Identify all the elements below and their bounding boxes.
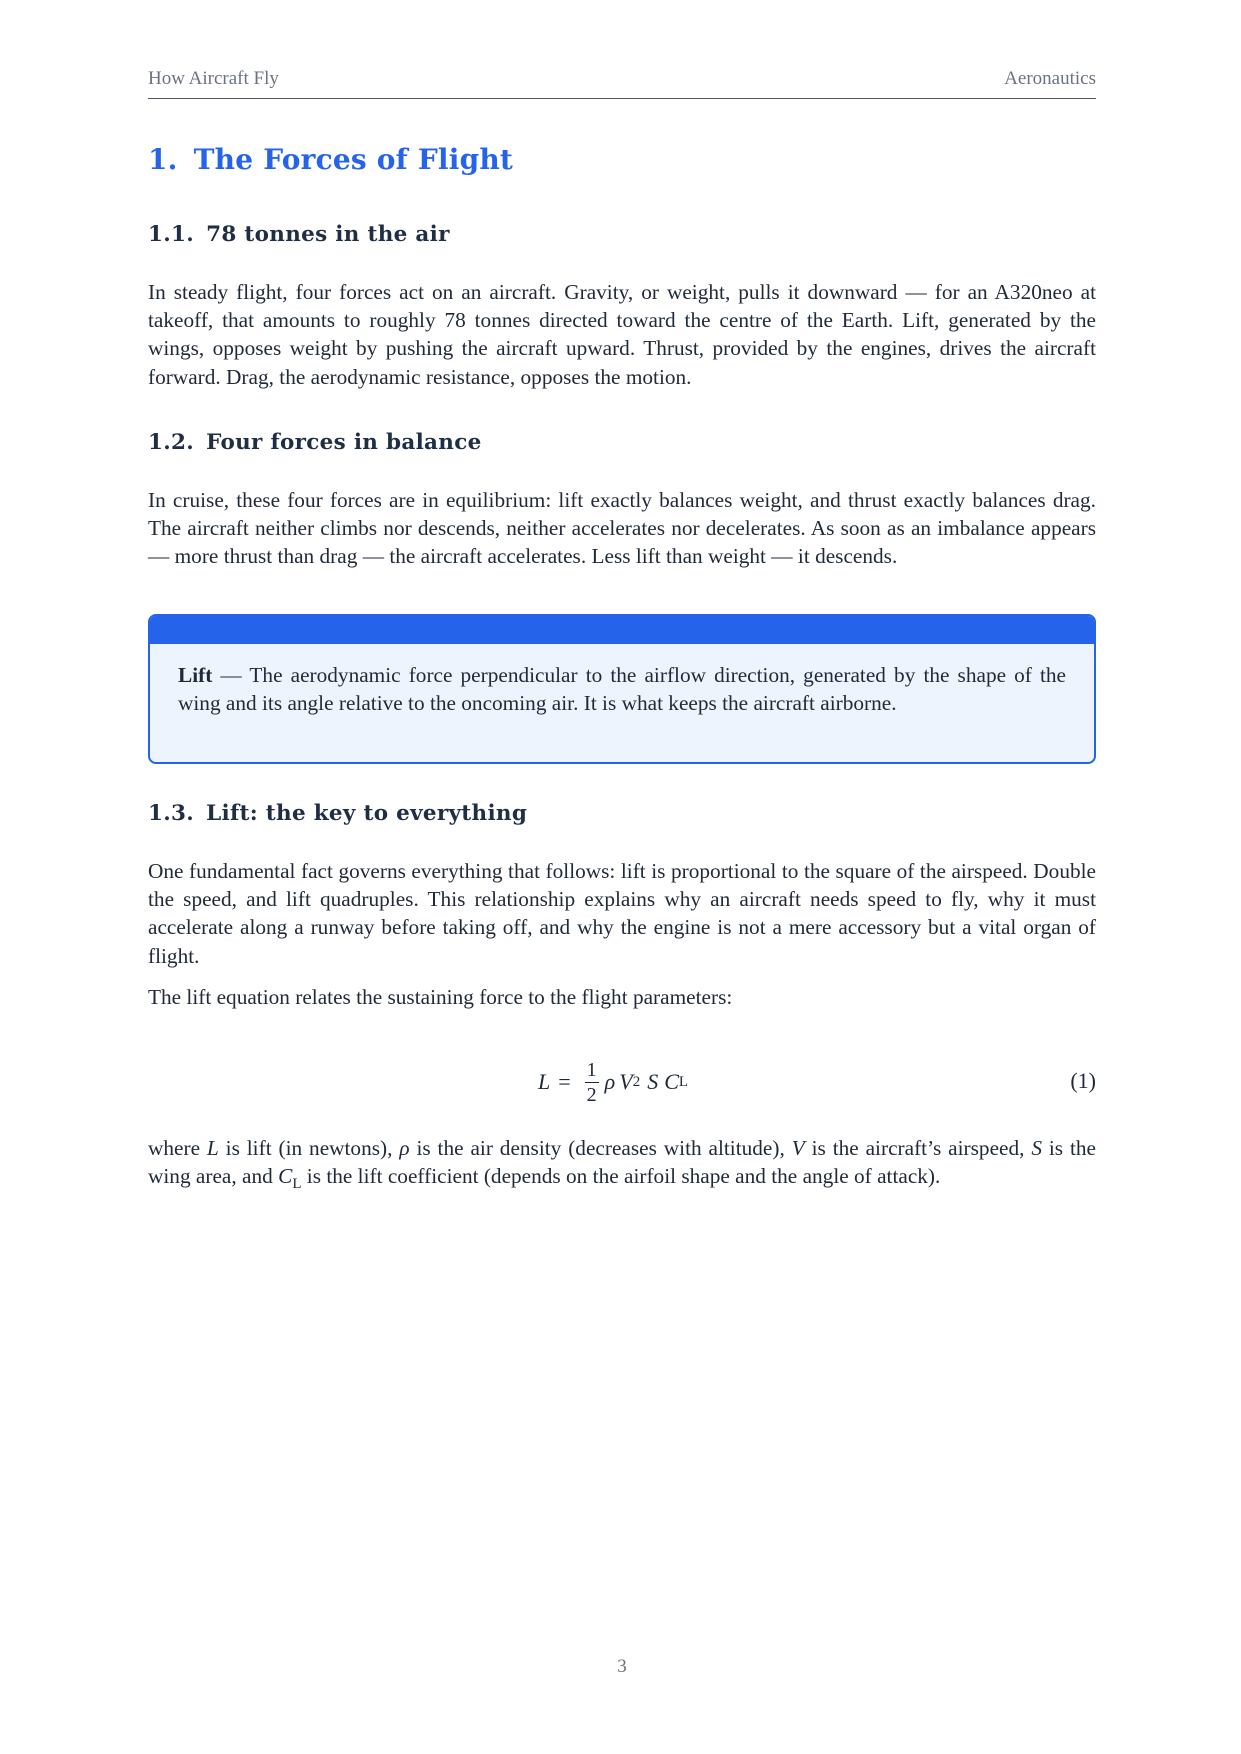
symbol-V: V bbox=[791, 1136, 805, 1160]
equation-number: (1) bbox=[1070, 1068, 1096, 1093]
page-number: 3 bbox=[617, 1656, 627, 1677]
running-header bbox=[148, 68, 1096, 99]
callout-separator: — bbox=[212, 663, 250, 687]
paragraph: One fundamental fact governs everything that follows: lift is proportional to the square of the airspeed. Double the speed, and lift quadruples. This relationship explains why an aircraft needs speed to fly, why it must accelerate along a runway before taking off, and why the engine is not a mere accessory but a vital organ of flight. bbox=[148, 859, 1096, 968]
subsection-heading-1-3 bbox=[148, 801, 527, 826]
paragraph: The lift equation relates the sustaining force to the flight parameters: bbox=[148, 985, 733, 1009]
subsection-number: 1.1. bbox=[148, 222, 195, 247]
callout-definition: The aerodynamic force perpendicular to the airflow direction, generated by the shape of the wing and its angle relative to the oncoming air. It is what keeps the aircraft airborne. bbox=[178, 663, 1066, 716]
symbol-S: S bbox=[1031, 1136, 1042, 1160]
subsection-title: Four forces in balance bbox=[206, 430, 482, 455]
eq-equals: = bbox=[558, 1069, 571, 1094]
equation-body: L = $\frac{1}{2}$ ρ V 2 S C L bbox=[538, 1058, 689, 1106]
lift-equation bbox=[148, 1052, 1096, 1112]
callout-content bbox=[178, 661, 1066, 717]
subsection-number: 1.3. bbox=[148, 801, 195, 826]
subsection-heading-1-1 bbox=[148, 222, 450, 247]
section-number: 1. bbox=[148, 143, 178, 176]
eq-lift-coefficient: C bbox=[664, 1069, 679, 1094]
section-title bbox=[148, 143, 513, 176]
eq-denominator: 2 bbox=[586, 1083, 597, 1106]
eq-lift-symbol: L bbox=[538, 1069, 551, 1094]
callout-header-bar bbox=[150, 616, 1094, 644]
eq-velocity: V bbox=[619, 1069, 633, 1094]
fraction-bar bbox=[585, 1082, 599, 1083]
paragraph: In cruise, these four forces are in equilibrium: lift exactly balances weight, and thrust exactly balances drag. The aircraft neither climbs nor descends, neither accelerates nor decelerates. As soon as an imbalance appears — more thrust than drag — the aircraft accelerates. Less lift than weight — it descends. bbox=[148, 488, 1096, 569]
subsection-number: 1.2. bbox=[148, 430, 195, 455]
subsection-title: 78 tonnes in the air bbox=[206, 222, 450, 247]
symbol-C: C bbox=[278, 1164, 293, 1189]
eq-numerator: 1 bbox=[586, 1058, 597, 1081]
header-subject: Aeronautics bbox=[1004, 68, 1096, 89]
document-page bbox=[148, 0, 1096, 1754]
symbol-rho: ρ bbox=[399, 1136, 410, 1160]
subsection-title: Lift: the key to everything bbox=[206, 801, 528, 826]
subsection-heading-1-2 bbox=[148, 430, 482, 455]
paragraph: In steady flight, four forces act on an aircraft. Gravity, or weight, pulls it downward — for an A320neo at takeoff, that amounts to roughly 78 tonnes directed toward the centre of the Earth. Lift, generated by the wings, opposes weight by pushing the aircraft upward. Thrust, provided by the engines, drives the aircraft forward. Drag, the aerodynamic resistance, opposes the motion. bbox=[148, 280, 1096, 389]
section-title-text: The Forces of Flight bbox=[193, 143, 514, 176]
eq-fraction bbox=[585, 1059, 599, 1106]
header-title: How Aircraft Fly bbox=[148, 68, 279, 89]
callout-term: Lift bbox=[178, 663, 213, 687]
definition-callout bbox=[148, 614, 1096, 764]
eq-rho: ρ bbox=[604, 1069, 616, 1094]
symbol-L: L bbox=[206, 1136, 219, 1160]
symbol-C-subscript: L bbox=[292, 1176, 302, 1193]
eq-wing-area: S bbox=[647, 1069, 659, 1094]
where-clause-paragraph: where L is lift (in newtons), ρ is the air density (decreases with altitude), V is the aircraft’s airspeed, S is the wing area, and $C_L$ is the lift coefficient (depends on the airfoil shape and the angle of attack). bbox=[148, 1136, 1096, 1193]
